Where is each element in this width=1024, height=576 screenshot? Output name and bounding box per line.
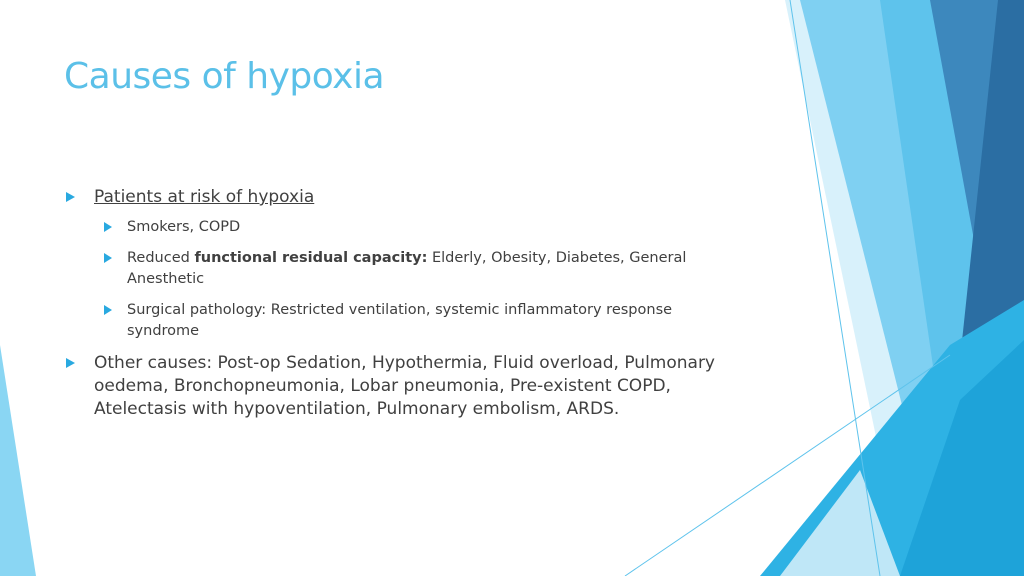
bullet-text: Other causes: Post-op Sedation, Hypothermia, Fluid overload, Pulmonary oedema, Bronchopneumonia, Lobar pneumonia, Pre-existent COPD, Atelectasis with hypoventilation, Pulmonary embolism, ARDS.: [94, 353, 715, 419]
sub-bullet-prefix: Reduced: [127, 250, 195, 266]
sub-bullet-bold-term: functional residual capacity:: [194, 250, 428, 266]
sub-bullet-arrow-icon: [104, 222, 112, 232]
bullet-arrow-icon: [66, 192, 75, 202]
slide-title: Causes of hypoxia: [64, 56, 385, 97]
bullet-text: Patients at risk of hypoxia: [94, 187, 315, 207]
sub-bullet-arrow-icon: [104, 253, 112, 263]
bullet-other-causes: [64, 352, 744, 421]
sub-bullet-arrow-icon: [104, 305, 112, 315]
sub-bullet-text: Surgical pathology: Restricted ventilation, systemic inflammatory response syndrome: [127, 302, 673, 339]
left-edge-shape: [0, 345, 36, 576]
bullet-arrow-icon: [66, 358, 75, 368]
bullet-list: [64, 186, 744, 429]
sub-bullet-suffix: Elderly, Obesity, Diabetes, General Anesthetic: [127, 250, 687, 287]
sub-bullet-frc: [64, 248, 744, 290]
sub-bullet-smokers: [64, 217, 744, 238]
sub-bullet-surgical-pathology: [64, 300, 744, 342]
sub-bullet-text: Smokers, COPD: [127, 219, 241, 235]
bullet-patients-at-risk: [64, 186, 744, 209]
